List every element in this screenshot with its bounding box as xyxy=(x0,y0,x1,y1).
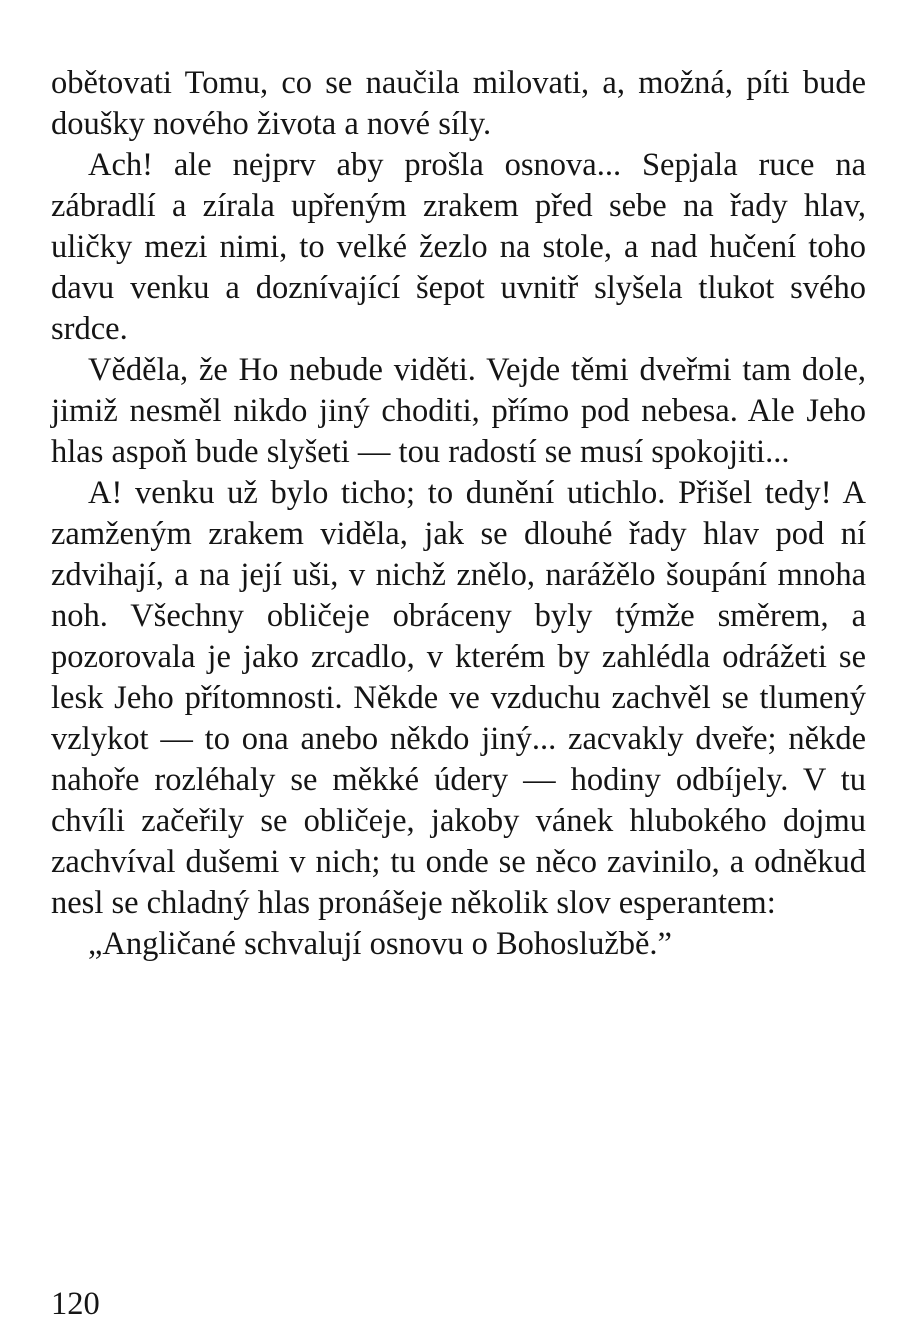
paragraph-1: obětovati Tomu, co se naučila milovati, a, možná, píti bude doušky nového života a nové síly. xyxy=(51,65,866,142)
paragraph-2: Ach! ale nejprv aby prošla osnova... Sepjala ruce na zábradlí a zírala upřeným zrakem před sebe na řady hlav, uličky mezi nimi, to velké žezlo na stole, a nad hučení toho davu venku a doznívající šepot uvnitř slyšela tlukot svého srdce. xyxy=(51,147,866,347)
page-number: 120 xyxy=(51,1286,100,1322)
body-text xyxy=(51,63,866,965)
paragraph-5: „Angličané schvalují osnovu o Bohoslužbě.” xyxy=(88,926,672,962)
paragraph-3: Věděla, že Ho nebude viděti. Vejde těmi dveřmi tam dole, jimiž nesměl nikdo jiný choditi, přímo pod nebesa. Ale Jeho hlas aspoň bude slyšeti — tou radostí se musí spokojiti... xyxy=(51,352,866,470)
paragraph-4: A! venku už bylo ticho; to dunění utichlo. Přišel tedy! A zamženým zrakem viděla, jak se dlouhé řady hlav pod ní zdvihají, a na její uši, v nichž znělo, narážělo šoupání mnoha noh. Všechny obličeje obráceny byly týmže směrem, a pozorovala je jako zrcadlo, v kterém by zahlédla odrážeti se lesk Jeho přítomnosti. Někde ve vzduchu zachvěl se tlumený vzlykot — to ona anebo někdo jiný... zacvakly dveře; někde nahoře rozléhaly se měkké údery — hodiny odbíjely. V tu chvíli začeřily se obličeje, jakoby vánek hlubokého dojmu zachvíval dušemi v nich; tu onde se něco zavinilo, a odněkud nesl se chladný hlas pronášeje několik slov esperantem: xyxy=(51,475,866,921)
